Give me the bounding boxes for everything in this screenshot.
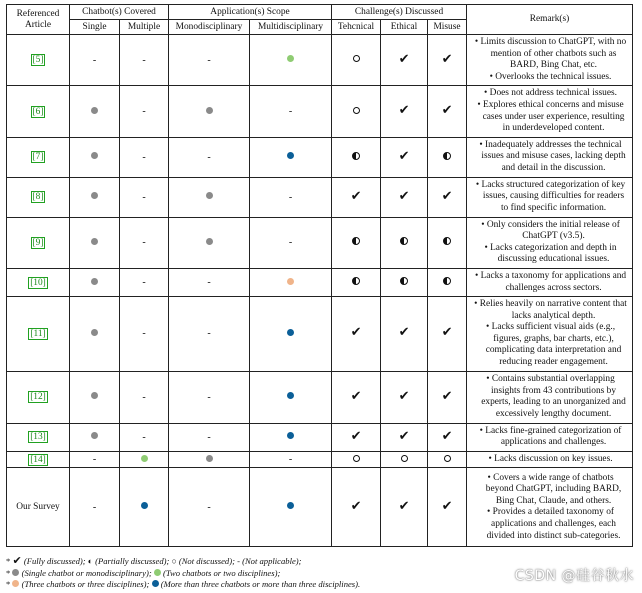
cell-technical bbox=[332, 137, 381, 177]
cell-reference bbox=[7, 86, 70, 137]
cell-multiple bbox=[120, 268, 169, 296]
cell-mono bbox=[169, 451, 250, 468]
header-ethical: Ethical bbox=[381, 20, 428, 35]
ethical-check-icon: ✔ bbox=[398, 388, 410, 404]
multiple-na: - bbox=[142, 431, 146, 443]
misuse-empty-circle-icon bbox=[444, 455, 451, 462]
cell-mono bbox=[169, 268, 250, 296]
ethical-check-icon: ✔ bbox=[398, 148, 410, 164]
cell-ethical bbox=[381, 137, 428, 177]
cell-multiple bbox=[120, 217, 169, 268]
cell-reference bbox=[7, 371, 70, 423]
cell-remarks bbox=[467, 451, 633, 468]
cell-multi bbox=[250, 371, 332, 423]
mono-na: - bbox=[207, 54, 211, 66]
cell-misuse bbox=[428, 268, 467, 296]
ethical-check-icon: ✔ bbox=[398, 103, 410, 119]
technical-half-circle-icon bbox=[352, 277, 360, 285]
mono-na: - bbox=[207, 328, 211, 340]
cell-reference bbox=[7, 217, 70, 268]
multi-green-dot-icon bbox=[287, 55, 294, 62]
multiple-green-dot-icon bbox=[141, 455, 148, 462]
ethical-check-icon: ✔ bbox=[398, 498, 410, 514]
cell-remarks bbox=[467, 35, 633, 86]
cell-multiple bbox=[120, 177, 169, 217]
cell-single bbox=[70, 217, 120, 268]
reference-link[interactable]: [12] bbox=[30, 392, 46, 403]
misuse-check-icon: ✔ bbox=[441, 428, 453, 444]
cell-misuse bbox=[428, 86, 467, 137]
cell-mono bbox=[169, 137, 250, 177]
ethical-check-icon: ✔ bbox=[398, 51, 410, 67]
cell-single bbox=[70, 268, 120, 296]
table-row bbox=[7, 468, 633, 547]
header-single: Single bbox=[70, 20, 120, 35]
cell-remarks bbox=[467, 217, 633, 268]
reference-label: Our Survey bbox=[16, 502, 60, 513]
header-technical: Tehcnical bbox=[332, 20, 381, 35]
cell-ethical bbox=[381, 468, 428, 547]
remark-item: • Relies heavily on narrative content that lacks analytical depth. bbox=[474, 299, 627, 321]
cell-remarks bbox=[467, 137, 633, 177]
cell-remarks bbox=[467, 423, 633, 451]
reference-link[interactable]: [6] bbox=[32, 106, 44, 117]
cell-multi bbox=[250, 86, 332, 137]
remark-item: • Provides a detailed taxonomy of applications and challenges, each divided into distinct sub-categories. bbox=[486, 507, 621, 541]
cell-misuse bbox=[428, 468, 467, 547]
multi-blue-dot-icon bbox=[287, 152, 294, 159]
ethical-check-icon: ✔ bbox=[398, 325, 410, 341]
cell-remarks bbox=[467, 268, 633, 296]
cell-single bbox=[70, 297, 120, 372]
cell-technical bbox=[332, 177, 381, 217]
ethical-check-icon: ✔ bbox=[398, 428, 410, 444]
cell-misuse bbox=[428, 217, 467, 268]
cell-reference bbox=[7, 468, 70, 547]
cell-multiple bbox=[120, 468, 169, 547]
cell-technical bbox=[332, 423, 381, 451]
cell-multiple bbox=[120, 35, 169, 86]
remark-item: • Lacks discussion on key issues. bbox=[488, 453, 613, 464]
cell-single bbox=[70, 35, 120, 86]
reference-link[interactable]: [9] bbox=[32, 237, 44, 248]
cell-technical bbox=[332, 35, 381, 86]
cell-mono bbox=[169, 371, 250, 423]
multi-blue-dot-icon bbox=[287, 502, 294, 509]
remark-item: • Contains substantial overlapping insights from 43 contributions by experts, leading to an unorganized and excessively lengthy document. bbox=[481, 373, 626, 419]
cell-reference bbox=[7, 177, 70, 217]
table-row bbox=[7, 451, 633, 468]
technical-check-icon: ✔ bbox=[350, 498, 362, 514]
multiple-na: - bbox=[142, 328, 146, 340]
single-gray-dot-icon bbox=[91, 329, 98, 336]
cell-mono bbox=[169, 86, 250, 137]
cell-multiple bbox=[120, 297, 169, 372]
mono-na: - bbox=[207, 501, 211, 513]
single-gray-dot-icon bbox=[91, 432, 98, 439]
multiple-blue-dot-icon bbox=[141, 502, 148, 509]
header-monodisciplinary: Monodisciplinary bbox=[169, 20, 250, 35]
cell-single bbox=[70, 451, 120, 468]
multiple-na: - bbox=[142, 277, 146, 288]
cell-ethical bbox=[381, 268, 428, 296]
table-body bbox=[7, 35, 633, 547]
table-row bbox=[7, 177, 633, 217]
table-row bbox=[7, 371, 633, 423]
remark-item: • Inadequately addresses the technical issues and misuse cases, lacking depth and detail in the discussion. bbox=[479, 139, 626, 173]
single-na: - bbox=[92, 454, 97, 466]
check-icon: ✔ bbox=[12, 554, 22, 567]
cell-multiple bbox=[120, 371, 169, 423]
cell-mono bbox=[169, 297, 250, 372]
header-referenced-article: Referenced Article bbox=[7, 5, 70, 35]
table-row bbox=[7, 35, 633, 86]
cell-ethical bbox=[381, 371, 428, 423]
misuse-check-icon: ✔ bbox=[441, 188, 453, 204]
cell-ethical bbox=[381, 451, 428, 468]
cell-reference bbox=[7, 268, 70, 296]
cell-single bbox=[70, 177, 120, 217]
cell-technical bbox=[332, 371, 381, 423]
cell-technical bbox=[332, 268, 381, 296]
remark-item: • Explores ethical concerns and misuse cases under user experience, resulting in underdeveloped content. bbox=[477, 99, 625, 134]
comparison-table bbox=[6, 4, 633, 547]
gray-dot-icon bbox=[12, 569, 19, 576]
remark-item: • Lacks categorization and depth in discussing educational issues. bbox=[484, 242, 617, 265]
table-row bbox=[7, 297, 633, 372]
cell-reference bbox=[7, 423, 70, 451]
multiple-na: - bbox=[142, 391, 146, 403]
blue-dot-icon bbox=[152, 580, 159, 587]
cell-technical bbox=[332, 217, 381, 268]
reference-link[interactable]: [13] bbox=[30, 432, 46, 443]
remark-item: • Limits discussion to ChatGPT, with no mention of other chatbots such as BARD, Bing Chat, etc. bbox=[474, 37, 627, 71]
remark-item: • Only considers the initial release of ChatGPT (v3.5). bbox=[481, 219, 620, 242]
header-multiple: Multiple bbox=[120, 20, 169, 35]
header-misuse: Misuse bbox=[428, 20, 467, 35]
legend-line-1: * ✔ (Fully discussed); ◐ (Partially discussed); ○ (Not discussed); - (Not applicable); bbox=[6, 554, 302, 567]
cell-reference bbox=[7, 35, 70, 86]
header-challenges-discussed: Challenge(s) Discussed bbox=[332, 5, 467, 20]
cell-reference bbox=[7, 451, 70, 468]
cell-ethical bbox=[381, 86, 428, 137]
single-gray-dot-icon bbox=[91, 238, 98, 245]
misuse-check-icon: ✔ bbox=[441, 325, 453, 341]
multi-blue-dot-icon bbox=[287, 392, 294, 399]
mono-na: - bbox=[207, 277, 211, 288]
cell-single bbox=[70, 468, 120, 547]
remark-item: • Overlooks the technical issues. bbox=[489, 71, 612, 82]
single-gray-dot-icon bbox=[91, 192, 98, 199]
table-row bbox=[7, 137, 633, 177]
cell-multiple bbox=[120, 423, 169, 451]
multi-blue-dot-icon bbox=[287, 329, 294, 336]
cell-ethical bbox=[381, 297, 428, 372]
cell-reference bbox=[7, 137, 70, 177]
remark-item: • Lacks fine-grained categorization of applications and challenges. bbox=[479, 425, 622, 448]
misuse-check-icon: ✔ bbox=[441, 388, 453, 404]
cell-multi bbox=[250, 177, 332, 217]
cell-multi bbox=[250, 137, 332, 177]
orange-dot-icon bbox=[12, 580, 19, 587]
remark-item: • Does not address technical issues. bbox=[484, 88, 617, 99]
misuse-check-icon: ✔ bbox=[441, 51, 453, 67]
remark-item: • Lacks structured categorization of key issues, causing difficulties for readers to find specific information. bbox=[475, 179, 626, 213]
header-remarks: Remark(s) bbox=[467, 5, 633, 35]
cell-remarks bbox=[467, 468, 633, 547]
misuse-check-icon: ✔ bbox=[441, 498, 453, 514]
cell-ethical bbox=[381, 35, 428, 86]
multi-orange-dot-icon bbox=[287, 278, 294, 285]
cell-misuse bbox=[428, 35, 467, 86]
multi-blue-dot-icon bbox=[287, 432, 294, 439]
ethical-half-circle-icon bbox=[400, 277, 408, 285]
cell-multi bbox=[250, 35, 332, 86]
reference-link[interactable]: [11] bbox=[30, 328, 46, 339]
legend-line-2: * (Single chatbot or monodisciplinary); (Two chatbots or two disciplines); bbox=[6, 567, 281, 578]
technical-empty-circle-icon bbox=[353, 55, 360, 62]
remark-item: • Lacks sufficient visual aids (e.g., figures, graphs, bar charts, etc.), complicating data interpretation and reducing reader engagement. bbox=[485, 322, 622, 368]
header-row-top bbox=[7, 5, 633, 20]
multiple-na: - bbox=[142, 237, 146, 249]
mono-gray-dot-icon bbox=[206, 455, 213, 462]
header-chatbots-covered: Chatbot(s) Covered bbox=[70, 5, 169, 20]
ethical-empty-circle-icon bbox=[401, 455, 408, 462]
technical-empty-circle-icon bbox=[353, 107, 360, 114]
cell-multi bbox=[250, 451, 332, 468]
cell-single bbox=[70, 423, 120, 451]
technical-check-icon: ✔ bbox=[350, 428, 362, 444]
header-application-scope: Application(s) Scope bbox=[169, 5, 332, 20]
cell-ethical bbox=[381, 423, 428, 451]
cell-remarks bbox=[467, 297, 633, 372]
cell-multiple bbox=[120, 451, 169, 468]
table-row bbox=[7, 268, 633, 296]
cell-multi bbox=[250, 268, 332, 296]
cell-mono bbox=[169, 177, 250, 217]
cell-mono bbox=[169, 217, 250, 268]
cell-ethical bbox=[381, 177, 428, 217]
cell-multi bbox=[250, 468, 332, 547]
cell-mono bbox=[169, 423, 250, 451]
cell-single bbox=[70, 371, 120, 423]
multiple-na: - bbox=[142, 151, 146, 163]
single-na: - bbox=[92, 501, 97, 513]
green-dot-icon bbox=[154, 569, 161, 576]
single-gray-dot-icon bbox=[91, 392, 98, 399]
cell-technical bbox=[332, 451, 381, 468]
cell-remarks bbox=[467, 177, 633, 217]
cell-misuse bbox=[428, 177, 467, 217]
technical-half-circle-icon bbox=[352, 237, 360, 245]
cell-single bbox=[70, 86, 120, 137]
cell-multi bbox=[250, 297, 332, 372]
mono-gray-dot-icon bbox=[206, 107, 213, 114]
remark-item: • Lacks a taxonomy for applications and challenges across sectors. bbox=[474, 270, 627, 293]
single-na: - bbox=[92, 54, 97, 66]
misuse-check-icon: ✔ bbox=[441, 103, 453, 119]
table-row bbox=[7, 217, 633, 268]
table-row bbox=[7, 423, 633, 451]
mono-na: - bbox=[207, 151, 211, 163]
cell-single bbox=[70, 137, 120, 177]
multi-na: - bbox=[288, 106, 293, 118]
mono-gray-dot-icon bbox=[206, 192, 213, 199]
reference-link[interactable]: [10] bbox=[30, 277, 46, 288]
table-row bbox=[7, 86, 633, 137]
reference-link[interactable]: [5] bbox=[32, 55, 44, 66]
ethical-check-icon: ✔ bbox=[398, 188, 410, 204]
cell-remarks bbox=[467, 371, 633, 423]
cell-ethical bbox=[381, 217, 428, 268]
cell-mono bbox=[169, 35, 250, 86]
technical-check-icon: ✔ bbox=[350, 325, 362, 341]
watermark: CSDN @硅谷秋水 bbox=[514, 568, 634, 584]
misuse-half-circle-icon bbox=[443, 277, 451, 285]
cell-misuse bbox=[428, 297, 467, 372]
cell-technical bbox=[332, 86, 381, 137]
technical-half-circle-icon bbox=[352, 152, 360, 160]
misuse-half-circle-icon bbox=[443, 237, 451, 245]
multiple-na: - bbox=[142, 54, 146, 66]
reference-link[interactable]: [7] bbox=[32, 152, 44, 163]
comparison-table-container bbox=[6, 4, 632, 547]
mono-gray-dot-icon bbox=[206, 238, 213, 245]
technical-check-icon: ✔ bbox=[350, 388, 362, 404]
multi-na: - bbox=[288, 454, 293, 466]
cell-misuse bbox=[428, 451, 467, 468]
cell-multiple bbox=[120, 86, 169, 137]
technical-check-icon: ✔ bbox=[350, 188, 362, 204]
cell-misuse bbox=[428, 137, 467, 177]
cell-multi bbox=[250, 423, 332, 451]
mono-na: - bbox=[207, 431, 211, 443]
cell-mono bbox=[169, 468, 250, 547]
multiple-na: - bbox=[142, 106, 146, 118]
single-gray-dot-icon bbox=[91, 278, 98, 285]
remark-item: • Covers a wide range of chatbots beyond ChatGPT, including BARD, Bing Chat, Claude, and others. bbox=[485, 472, 622, 506]
technical-empty-circle-icon bbox=[353, 455, 360, 462]
reference-link[interactable]: [14] bbox=[30, 454, 46, 465]
cell-technical bbox=[332, 297, 381, 372]
ethical-half-circle-icon bbox=[400, 237, 408, 245]
single-gray-dot-icon bbox=[91, 107, 98, 114]
cell-reference bbox=[7, 297, 70, 372]
multiple-na: - bbox=[142, 191, 146, 203]
reference-link[interactable]: [8] bbox=[32, 192, 44, 203]
multi-na: - bbox=[288, 237, 293, 249]
cell-multiple bbox=[120, 137, 169, 177]
multi-na: - bbox=[288, 191, 293, 203]
cell-misuse bbox=[428, 423, 467, 451]
cell-misuse bbox=[428, 371, 467, 423]
misuse-half-circle-icon bbox=[443, 152, 451, 160]
legend-line-3: * (Three chatbots or three disciplines); (More than three chatbots or more than three disciplines). bbox=[6, 579, 361, 589]
single-gray-dot-icon bbox=[91, 152, 98, 159]
cell-remarks bbox=[467, 86, 633, 137]
header-multidisciplinary: Multidisciplinary bbox=[250, 20, 332, 35]
cell-technical bbox=[332, 468, 381, 547]
cell-multi bbox=[250, 217, 332, 268]
mono-na: - bbox=[207, 391, 211, 403]
